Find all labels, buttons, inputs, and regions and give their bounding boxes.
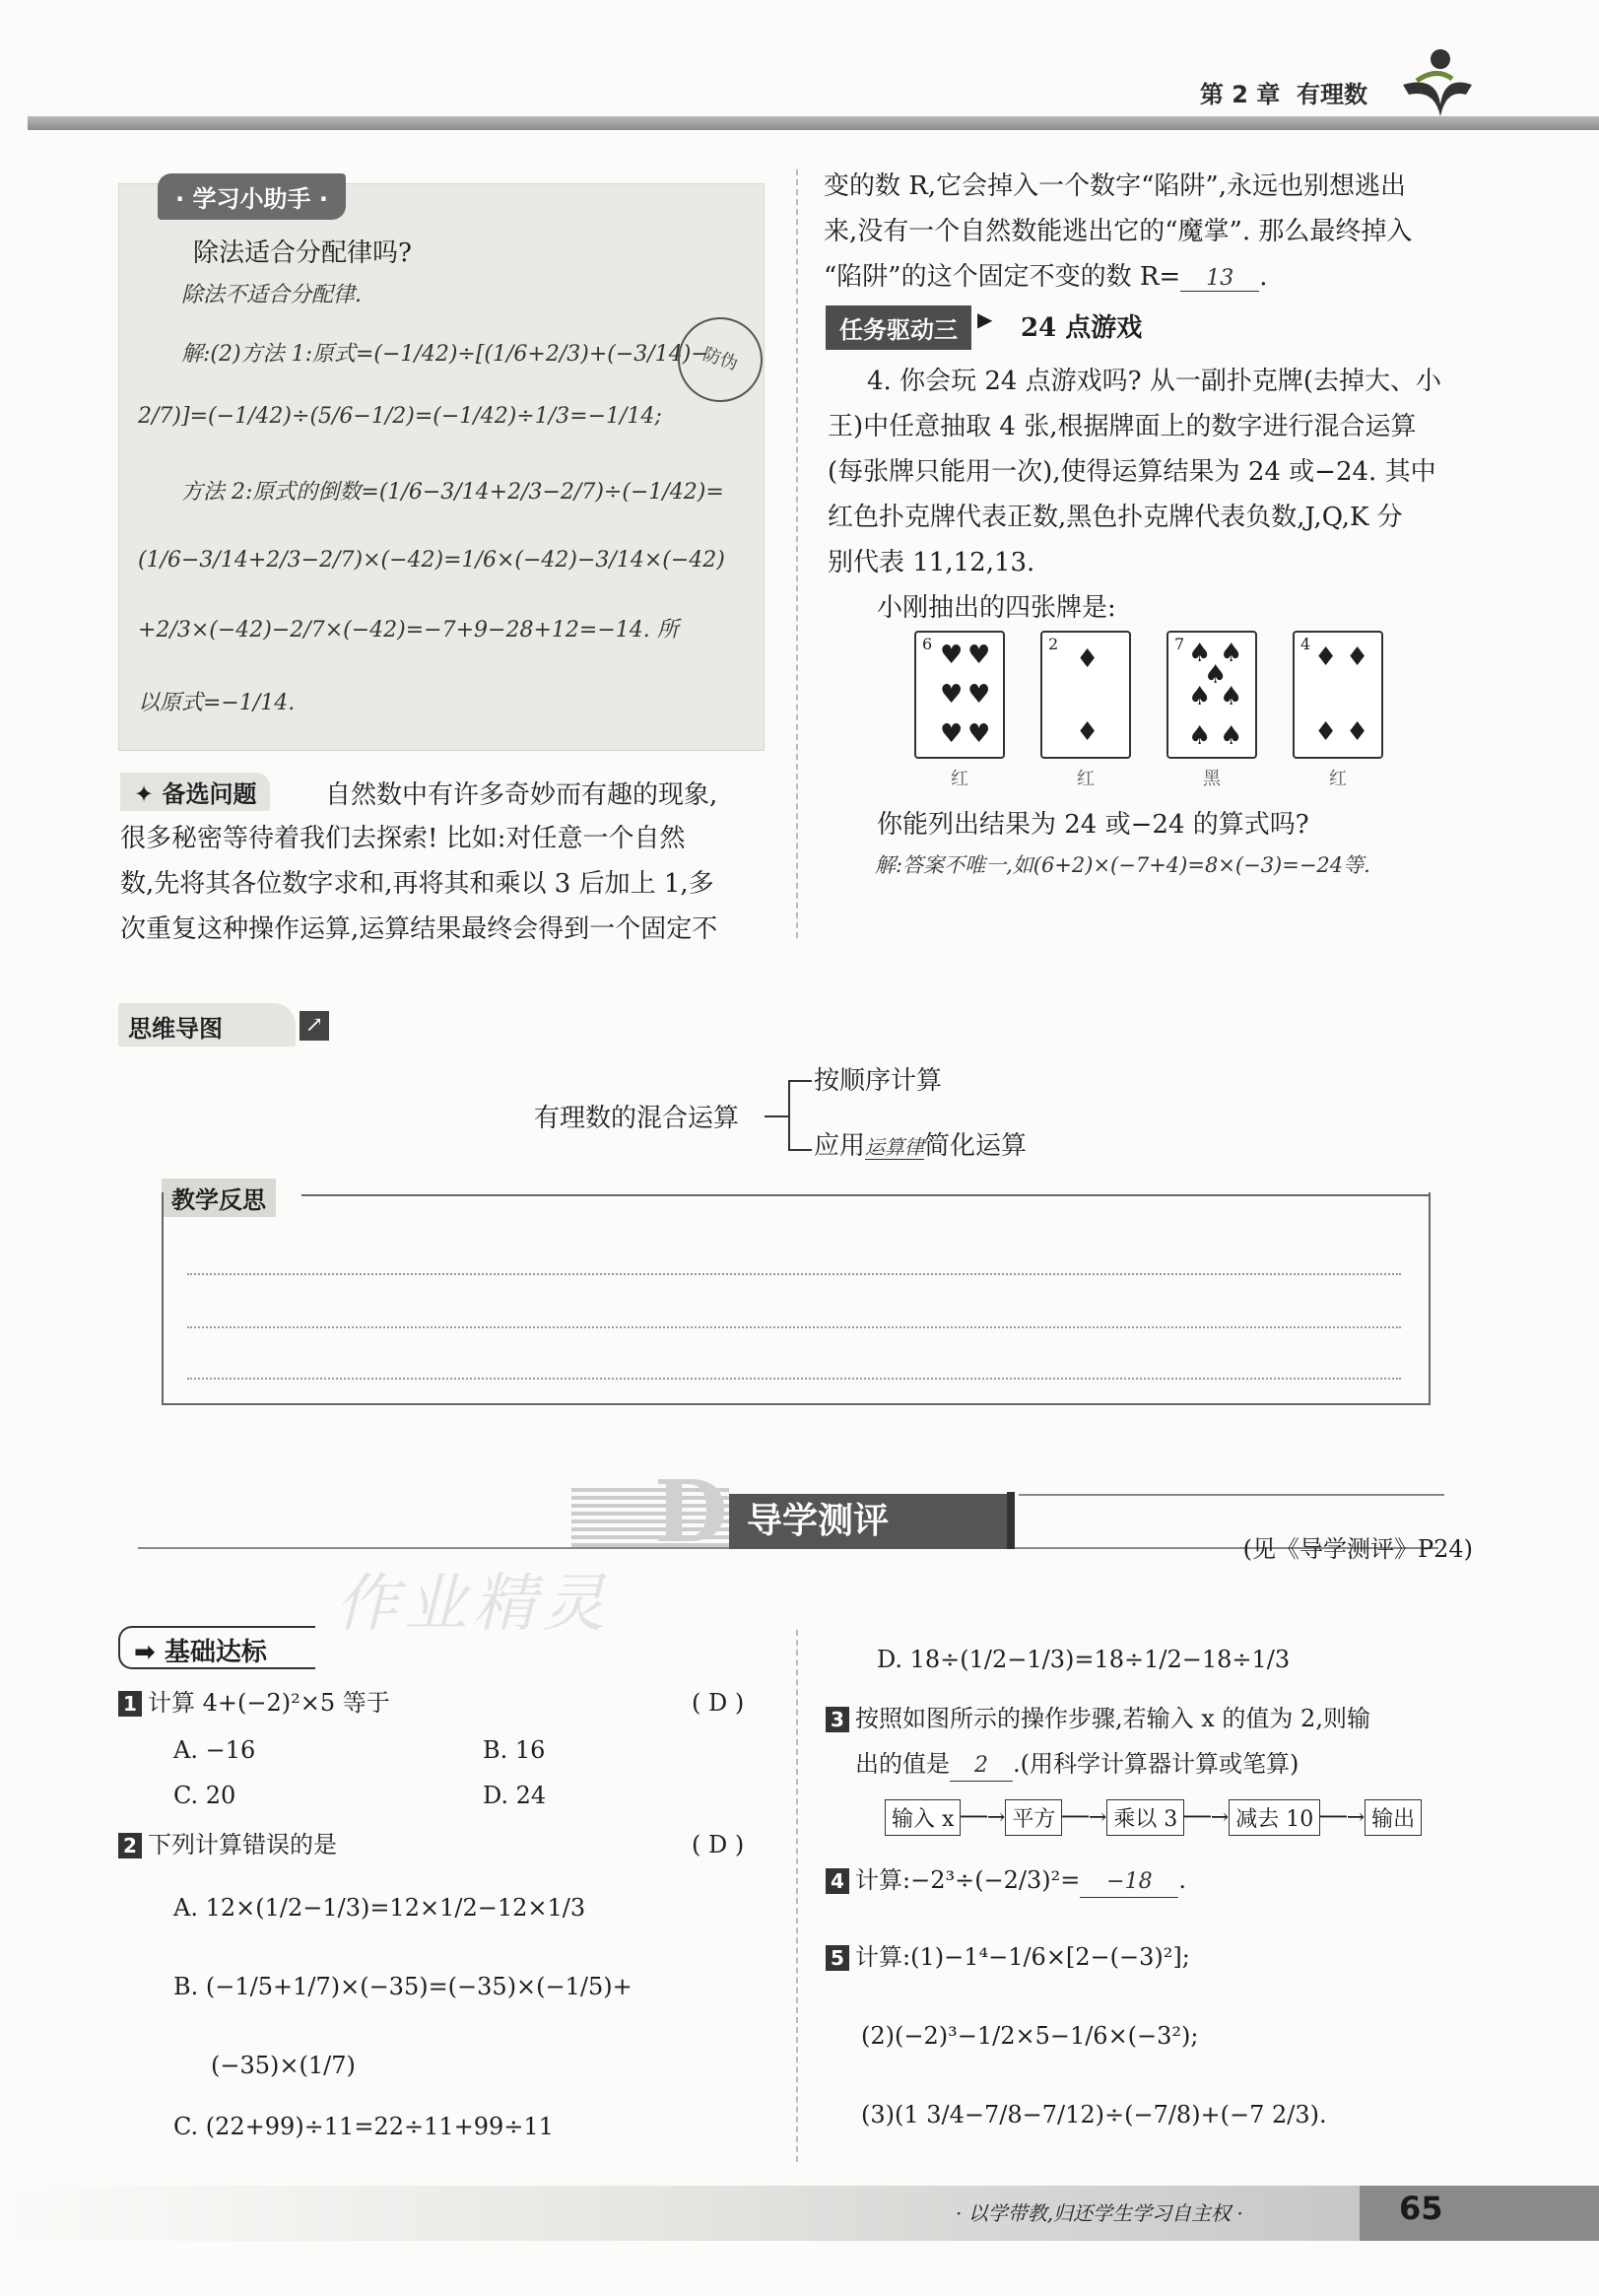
q2-option-c[interactable]: C. (22+99)÷11=22÷11+99÷11 <box>173 2113 554 2140</box>
q5-part-3: (3)(1 3/4−7/8−7/12)÷(−7/8)+(−7 2/3). <box>861 2101 1327 2128</box>
mindmap-handwritten: 运算律 <box>865 1135 925 1159</box>
card-6-hearts <box>914 631 1005 759</box>
banner-bar <box>1007 1492 1015 1549</box>
footer-slogan: · 以学带教,归还学生学习自主权 · <box>956 2201 1243 2225</box>
anti-counterfeit-stamp: 防伪 <box>667 306 773 413</box>
spade-icon: ♠ <box>1188 682 1212 711</box>
q1-option-c[interactable]: C. 20 <box>173 1782 236 1809</box>
card-rank: 6 <box>922 635 933 653</box>
test-reference: (见《导学测评》P24) <box>1242 1535 1473 1563</box>
q1-option-b[interactable]: B. 16 <box>483 1736 546 1764</box>
alternate-line-2: 很多秘密等待着我们去探索! 比如:对任意一个自然 <box>120 824 686 853</box>
heart-icon: ♥ <box>967 641 991 670</box>
flow-output: 输出 <box>1365 1799 1422 1836</box>
q4-line-4: 红色扑克牌代表正数,黑色扑克牌代表负数,J,Q,K 分 <box>828 503 1403 532</box>
card-color-label: 红 <box>1329 769 1347 789</box>
diamond-icon: ♦ <box>1076 644 1099 674</box>
mindmap-root: 有理数的混合运算 <box>534 1104 740 1133</box>
card-7-spades <box>1166 631 1257 759</box>
card-color-label: 红 <box>951 769 968 789</box>
helper-line-3: 方法 2:原式的倒数=(1/6−3/14+2/3−2/7)÷(−1/42)= <box>181 480 724 505</box>
book-logo-icon <box>1397 45 1476 120</box>
q1: 1 计算 4+(−2)²×5 等于 <box>118 1687 390 1719</box>
column-divider <box>796 169 798 938</box>
header-rule <box>28 116 1599 130</box>
card-color-label: 红 <box>1077 769 1095 789</box>
mindmap-branch-1: 按顺序计算 <box>814 1066 943 1096</box>
card-2-diamonds <box>1040 631 1131 759</box>
pointing-hand-icon: ➡ <box>134 1638 156 1667</box>
q2-option-a[interactable]: A. 12×(1/2−1/3)=12×1/2−12×1/3 <box>173 1894 586 1922</box>
heart-icon: ♥ <box>967 680 991 709</box>
q2-option-b[interactable]: B. (−1/5+1/7)×(−35)=(−35)×(−1/5)+ <box>173 1973 633 2000</box>
r-answer: 13 <box>1180 266 1259 292</box>
test-banner: 导学测评 <box>729 1494 1015 1549</box>
spade-icon: ♠ <box>1220 682 1243 711</box>
expand-arrow-icon: ↗ <box>300 1011 329 1041</box>
heart-icon: ♥ <box>940 680 964 709</box>
helper-line-5: +2/3×(−42)−2/7×(−42)=−7+9−28+12=−14. 所 <box>138 618 679 642</box>
q4-line-2: 王)中任意抽取 4 张,根据牌面上的数字进行混合运算 <box>828 412 1417 441</box>
spade-icon: ♠ <box>1220 639 1243 668</box>
heart-icon: ♥ <box>940 641 964 670</box>
banner-letter: D <box>654 1462 728 1562</box>
helper-line-1: 解:(2)方法 1:原式=(−1/42)÷[(1/6+2/3)+(−3/14)− <box>181 342 709 367</box>
writing-line[interactable] <box>187 1326 1401 1328</box>
q2-option-d[interactable]: D. 18÷(1/2−1/3)=18÷1/2−18÷1/3 <box>877 1646 1291 1673</box>
q2: 2 下列计算错误的是 <box>118 1829 337 1860</box>
diamond-icon: ♦ <box>1314 717 1338 747</box>
helper-line-2: 2/7)]=(−1/42)÷(5/6−1/2)=(−1/42)÷1/3=−1/14; <box>138 404 662 429</box>
flow-arrow-icon: ──→ <box>1184 1805 1230 1830</box>
card-rank: 2 <box>1048 635 1059 653</box>
q2-answer: ( D ) <box>692 1831 745 1858</box>
spade-icon: ♠ <box>1188 639 1212 668</box>
flow-input: 输入 x <box>885 1799 961 1836</box>
cards-intro: 小刚抽出的四张牌是: <box>877 593 1116 623</box>
card-color-label: 黑 <box>1203 769 1221 789</box>
reflection-box <box>162 1192 1431 1405</box>
helper-question: 除法适合分配律吗? <box>193 238 412 268</box>
task-tag: 任务驱动三 <box>826 305 971 350</box>
alternate-question-tag: ✦ 备选问题 <box>120 773 270 811</box>
alternate-line-1: 自然数中有许多奇妙而有趣的现象, <box>325 780 718 810</box>
q4-answer: −18 <box>1080 1867 1178 1898</box>
q3-line-1: 3 按照如图所示的操作步骤,若输入 x 的值为 2,则输 <box>826 1703 1370 1734</box>
q3-answer: 2 <box>950 1751 1013 1782</box>
writing-line[interactable] <box>187 1378 1401 1380</box>
flow-arrow-icon: ──→ <box>961 1805 1006 1830</box>
mindmap-branch-2: 应用运算律简化运算 <box>814 1131 1028 1161</box>
q2-option-b-cont: (−35)×(1/7) <box>211 2052 356 2079</box>
spade-icon: ♠ <box>1204 660 1228 690</box>
banner-rule-2 <box>1019 1494 1444 1496</box>
q3-flowchart <box>885 1799 1422 1836</box>
mindmap-tag: 思维导图 <box>118 1003 296 1047</box>
right-line-1: 变的数 R,它会掉入一个数字“陷阱”,永远也别想逃出 <box>824 171 1406 201</box>
cards-question: 你能列出结果为 24 或−24 的算式吗? <box>877 810 1309 840</box>
chapter-title: 第 2 章 有理数 <box>1199 81 1367 108</box>
task-title: 24 点游戏 <box>1021 313 1143 343</box>
q4: 4 计算:−2³÷(−2/3)²= −18 . <box>826 1864 1186 1898</box>
heart-icon: ♥ <box>940 719 964 749</box>
q1-answer: ( D ) <box>692 1689 745 1717</box>
q1-option-a[interactable]: A. −16 <box>173 1736 256 1764</box>
diamond-icon: ♦ <box>1314 642 1338 672</box>
flow-times3: 乘以 3 <box>1106 1799 1184 1836</box>
alternate-line-4: 次重复这种操作运算,运算结果最终会得到一个固定不 <box>120 914 718 944</box>
q4-line-5: 别代表 11,12,13. <box>828 548 1035 577</box>
watermark: 作业精灵 <box>335 1568 611 1641</box>
q3-line-2: 出的值是 2 .(用科学计算器计算或笔算) <box>855 1748 1299 1782</box>
helper-answer: 除法不适合分配律. <box>181 283 362 307</box>
q4-line-1: 4. 你会玩 24 点游戏吗? 从一副扑克牌(去掉大、小 <box>867 367 1442 396</box>
writing-line[interactable] <box>187 1273 1401 1275</box>
basic-tag: ➡ 基础达标 <box>118 1626 315 1669</box>
flow-arrow-icon: ──→ <box>1320 1805 1366 1830</box>
helper-line-6: 以原式=−1/14. <box>138 691 296 715</box>
card-4-diamonds <box>1293 631 1383 759</box>
card-rank: 7 <box>1174 635 1185 653</box>
heart-icon: ♥ <box>967 719 991 749</box>
flow-minus10: 减去 10 <box>1229 1799 1320 1836</box>
page-number: 65 <box>1399 2190 1443 2227</box>
spade-icon: ♠ <box>1188 721 1212 751</box>
diamond-icon: ♦ <box>1076 717 1099 747</box>
right-line-2: 来,没有一个自然数能逃出它的“魔掌”. 那么最终掉入 <box>824 217 1413 246</box>
study-helper-tag: · 学习小助手 · <box>158 173 346 220</box>
q1-option-d[interactable]: D. 24 <box>483 1782 547 1809</box>
mindmap-bracket <box>788 1080 812 1151</box>
card-rank: 4 <box>1300 635 1311 653</box>
flow-arrow-icon: ──→ <box>1062 1805 1107 1830</box>
q5-part-2: (2)(−2)³−1/2×5−1/6×(−3²); <box>861 2022 1199 2050</box>
task-arrow-icon: ▶ <box>977 307 993 331</box>
diamond-icon: ♦ <box>1346 717 1369 747</box>
spade-icon: ♠ <box>1220 721 1243 751</box>
diamond-icon: ♦ <box>1346 642 1369 672</box>
q5: 5 计算:(1)−1⁴−1/6×[2−(−3)²]; <box>826 1941 1190 1973</box>
page-number-bg <box>1360 2186 1599 2241</box>
helper-line-4: (1/6−3/14+2/3−2/7)×(−42)=1/6×(−42)−3/14×(−42) <box>138 548 725 573</box>
alternate-line-3: 数,先将其各位数字求和,再将其和乘以 3 后加上 1,多 <box>120 869 714 899</box>
mindmap-connector <box>765 1115 788 1117</box>
reflection-tag: 教学反思 <box>162 1179 276 1217</box>
cards-answer: 解:答案不唯一,如(6+2)×(−7+4)=8×(−3)=−24等. <box>875 853 1370 877</box>
flow-square: 平方 <box>1005 1799 1062 1836</box>
right-line-3: “陷阱”的这个固定不变的数 R= 13 . <box>824 262 1268 292</box>
q4-line-3: (每张牌只能用一次),使得运算结果为 24 或−24. 其中 <box>828 457 1436 487</box>
column-divider-2 <box>796 1630 798 2162</box>
